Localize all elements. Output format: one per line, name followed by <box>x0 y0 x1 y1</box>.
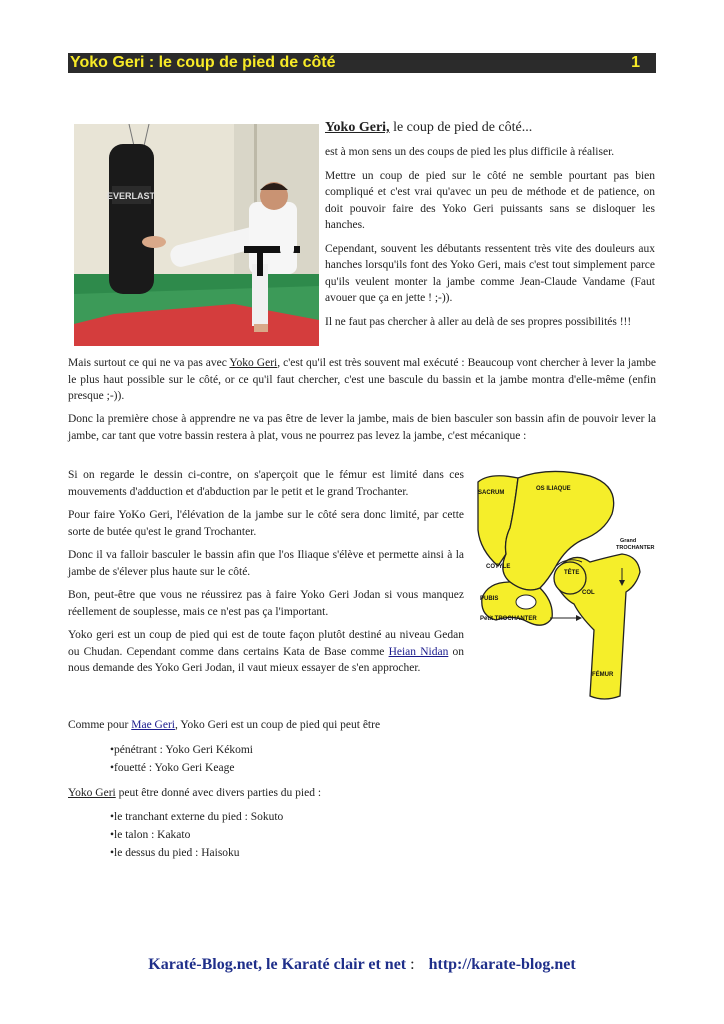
p13-text-b: peut être donné avec divers parties du pied : <box>115 787 322 799</box>
hip-joint-diagram <box>470 470 662 702</box>
paragraph-9: Donc il va falloir basculer le bassin afin que l'os Iliaque s'élève et permette ainsi à la jambe de s'élever plus haute sur le côté. <box>68 549 464 578</box>
yoko-geri-link[interactable]: Yoko Geri <box>229 357 278 369</box>
list-item: •pénétrant : Yoko Geri Kékomi <box>110 744 253 756</box>
list-item: •le tranchant externe du pied : Sokuto <box>110 811 284 823</box>
p5-text-a: Mais surtout ce qui ne va pas avec <box>68 357 230 369</box>
foot-parts-list <box>110 808 283 862</box>
label-col: COL <box>582 590 595 596</box>
label-grand-trochanter: Grand TROCHANTER <box>616 538 655 551</box>
page-number: 1 <box>631 54 640 71</box>
intro-title-rest: le coup de pied de côté... <box>389 120 533 135</box>
mae-geri-link[interactable]: Mae Geri <box>131 719 175 731</box>
label-os-iliaque: OS ILIAQUE <box>536 486 571 492</box>
paragraph-11 <box>68 627 464 677</box>
p12-text-a: Comme pour <box>68 719 132 731</box>
p11-text-b: on nous demande des Yoko Geri Jodan, il vaut mieux essayer de s'en approcher. <box>68 645 465 674</box>
p6-text: Donc la première chose à apprendre ne va pas être de lever la jambe, mais de bien basculer son bassin afin de pouvoir lever la jambe, car tant que votre bassin restera à plat, vous ne pourrez pas levez la jambe, c'est mécanique : <box>68 413 656 442</box>
label-pubis: PUBIS <box>480 596 499 602</box>
label-sacrum: SACRUM <box>478 490 505 496</box>
intro-paragraph-2: Mettre un coup de pied sur le côté ne semble pourtant pas bien compliqué et c'est vrai qu'avec un peu de méthode et de patience, on doit pouvoir faire des Yoko Geri puissants sans se disloquer les hanches. <box>325 169 655 231</box>
paragraph-13 <box>68 785 656 802</box>
intro-paragraph-1: est à mon sens un des coups de pied les plus difficile à réaliser. <box>325 146 615 158</box>
bag-brand: EVERLAST <box>106 191 156 201</box>
list-item: •le dessus du pied : Haisoku <box>110 847 240 859</box>
paragraph-6 <box>68 411 656 444</box>
footer-site: Karaté-Blog.net, le Karaté clair et net <box>148 956 407 973</box>
intro-paragraph-3: Cependant, souvent les débutants ressentent très vite des douleurs aux hanches lorsqu'ils font des Yoko Geri, mais c'est tout simplement parce qu'ils veulent monter la jambe comme Jean-Claude Vandame (Faut avouer que ça en jette ! ;-)). <box>325 242 655 304</box>
label-tete: TÊTE <box>564 570 580 576</box>
heian-nidan-link[interactable]: Heian Nidan <box>388 645 449 658</box>
paragraph-7: Si on regarde le dessin ci-contre, on s'aperçoit que le fémur est limité dans ces mouvements d'adduction et d'abduction par le petit et le grand Trochanter. <box>68 469 464 498</box>
page-header <box>68 53 656 73</box>
paragraph-10: Bon, peut-être que vous ne réussirez pas à faire Yoko Geri Jodan si vous manquez réellement de souplesse, mais ce n'est pas ça l'important. <box>68 589 464 618</box>
label-cotyle: COTYLE <box>486 564 511 570</box>
footer-separator: : <box>410 956 415 973</box>
intro-paragraph-4: Il ne faut pas chercher à aller au delà de ses propres possibilités !!! <box>325 315 632 328</box>
paragraph-12 <box>68 717 656 734</box>
page-footer <box>0 956 724 974</box>
list-item: •fouetté : Yoko Geri Keage <box>110 762 235 774</box>
intro-section <box>325 119 655 337</box>
intro-title-strong: Yoko Geri, <box>325 120 390 135</box>
p12-text-b: , Yoko Geri est un coup de pied qui peut être <box>175 719 381 731</box>
intro-title <box>325 119 655 137</box>
label-petit-trochanter: Petit TROCHANTER <box>480 616 537 622</box>
p5-text-b: , c'est qu'il est très souvent mal exécuté : Beaucoup vont chercher à lever la jambe le plus haut possible sur le côté, or ce qu'il faut chercher, c'est une bascule du bassin et la jambe montra d'elle-même (enfin presque ;-)). <box>68 357 656 402</box>
yoko-geri-link-2[interactable]: Yoko Geri <box>68 787 116 799</box>
paragraph-5 <box>68 355 656 405</box>
list-item: •le talon : Kakato <box>110 829 191 841</box>
label-femur: FÉMUR <box>592 672 614 678</box>
yoko-geri-photo <box>74 124 319 346</box>
hip-explanation <box>68 467 464 684</box>
p11-text-a: Yoko geri est un coup de pied qui est de toute façon plutôt destiné au niveau Gedan ou Chudan. Cependant comme dans certains Kata de Base comme <box>68 629 464 658</box>
paragraph-8: Pour faire YoKo Geri, l'élévation de la jambe sur le côté sera donc limité, par cette sorte de butée qu'est le grand Trochanter. <box>68 509 464 538</box>
footer-url-link[interactable]: http://karate-blog.net <box>428 956 576 973</box>
header-title: Yoko Geri : le coup de pied de côté <box>70 54 336 71</box>
kick-types-list <box>110 741 253 777</box>
